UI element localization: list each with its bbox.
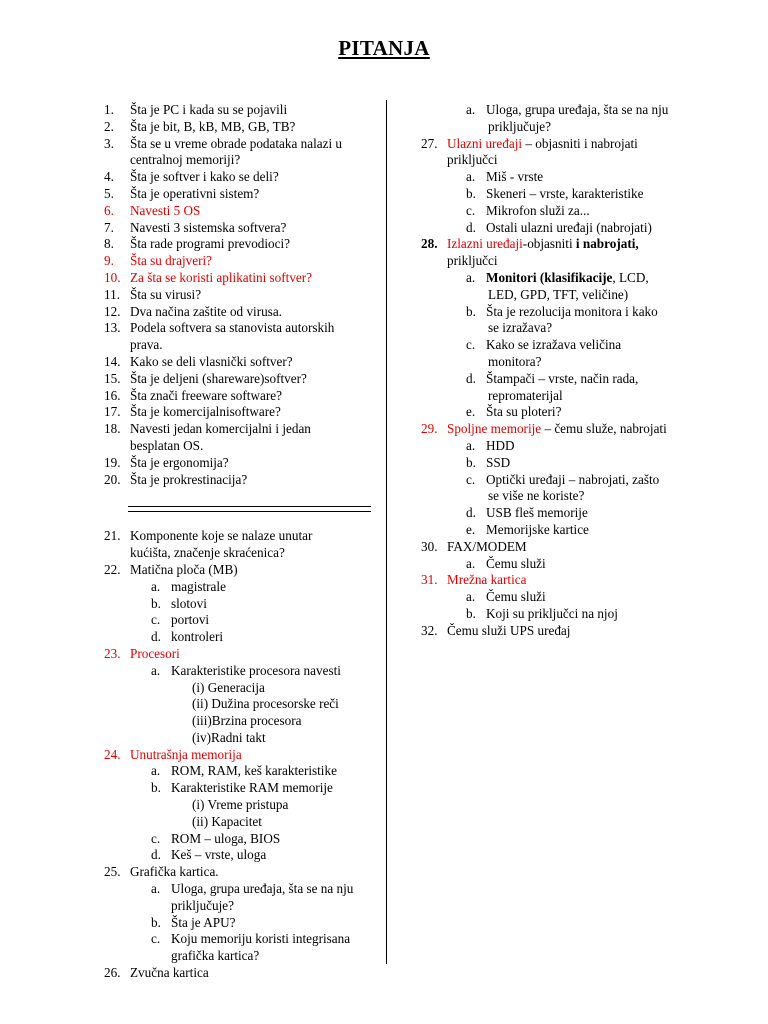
question-24-b: b. Karakteristike RAM memorije — [151, 780, 333, 796]
question-29-c-cont: se više ne koriste? — [488, 488, 585, 504]
question-25-a-cont: priključuje? — [171, 897, 234, 913]
question-28-d: d. Štampači – vrste, način rada, — [466, 370, 639, 386]
question-25: 25. Grafička kartica. — [104, 864, 219, 880]
question-22-b: b. slotovi — [151, 595, 207, 611]
question-11: 11. Šta su virusi? — [104, 286, 202, 302]
question-18-cont: besplatan OS. — [130, 437, 204, 453]
question-4: 4. Šta je softver i kako se deli? — [104, 169, 279, 185]
question-25-a: a. Uloga, grupa uređaja, šta se na nju — [151, 881, 354, 897]
question-24: 24. Unutrašnja memorija — [104, 746, 242, 762]
question-26-a-cont: priključuje? — [488, 118, 551, 134]
question-28-a-cont: LED, GPD, TFT, veličine) — [488, 286, 629, 302]
question-28: 28. Izlazni uređaji-objasniti i nabrojati, — [421, 236, 639, 252]
question-32: 32. Čemu služi UPS uređaj — [421, 622, 571, 638]
question-24-a: a. ROM, RAM, keš karakteristike — [151, 763, 337, 779]
question-22: 22. Matična ploča (MB) — [104, 561, 238, 577]
question-30-a: a. Čemu služi — [466, 555, 546, 571]
question-28-cont: priključci — [447, 253, 498, 269]
question-27-d: d. Ostali ulazni uređaji (nabrojati) — [466, 219, 652, 235]
question-26: 26. Zvučna kartica — [104, 965, 209, 981]
question-21: 21. Komponente koje se nalaze unutar — [104, 528, 313, 544]
question-8: 8. Šta rade programi prevodioci? — [104, 236, 291, 252]
question-23-i: (i) Generacija — [192, 679, 265, 695]
question-23: 23. Procesori — [104, 645, 180, 661]
question-25-c: c. Koju memoriju koristi integrisana — [151, 931, 351, 947]
question-3: 3. Šta se u vreme obrade podataka nalazi u — [104, 135, 343, 151]
question-28-e: e. Šta su ploteri? — [466, 404, 562, 420]
question-29-b: b. SSD — [466, 454, 511, 470]
question-23-iii: (iii)Brzina procesora — [192, 713, 302, 729]
question-29-d: d. USB fleš memorije — [466, 505, 588, 521]
question-25-b: b. Šta je APU? — [151, 914, 236, 930]
question-22-a: a. magistrale — [151, 578, 226, 594]
question-24-ii: (ii) Kapacitet — [192, 813, 262, 829]
question-10: 10. Za šta se koristi aplikatini softver? — [104, 269, 313, 285]
question-28-c-cont: monitora? — [488, 353, 542, 369]
question-15: 15. Šta je deljeni (shareware)softver? — [104, 370, 307, 386]
question-30: 30. FAX/MODEM — [421, 538, 527, 554]
question-29-c: c. Optički uređaji – nabrojati, zašto — [466, 471, 660, 487]
question-26-a: a. Uloga, grupa uređaja, šta se na nju — [466, 102, 669, 117]
column-divider — [386, 100, 387, 964]
question-2: 2. Šta je bit, B, kB, MB, GB, TB? — [104, 118, 296, 134]
question-27-c: c. Mikrofon služi za... — [466, 202, 590, 218]
question-21-cont: kućišta, značenje skraćenica? — [130, 545, 285, 561]
question-18: 18. Navesti jedan komercijalni i jedan — [104, 421, 311, 437]
question-28-a: a. Monitori (klasifikacije, LCD, — [466, 269, 649, 285]
question-23-iv: (iv)Radni takt — [192, 729, 266, 745]
page-title: PITANJA — [338, 36, 430, 60]
question-29-a: a. HDD — [466, 437, 515, 453]
question-24-i: (i) Vreme pristupa — [192, 797, 289, 813]
question-28-c: c. Kako se izražava veličina — [466, 337, 622, 353]
question-12: 12. Dva načina zaštite od virusa. — [104, 303, 282, 319]
question-28-b-cont: se izražava? — [488, 320, 553, 336]
question-22-c: c. portovi — [151, 612, 210, 628]
left-column — [104, 102, 380, 982]
question-6: 6. Navesti 5 OS — [104, 202, 201, 218]
question-1: 1. Šta je PC i kada su se pojavili — [104, 102, 288, 117]
right-column — [421, 102, 721, 640]
question-5: 5. Šta je operativni sistem? — [104, 185, 260, 201]
question-31: 31. Mrežna kartica — [421, 572, 527, 588]
question-29: 29. Spoljne memorije – čemu služe, nabrojati — [421, 421, 667, 437]
question-27-cont: priključci — [447, 152, 498, 168]
question-3-cont: centralnoj memoriji? — [130, 152, 241, 168]
question-17: 17. Šta je komercijalnisoftware? — [104, 404, 281, 420]
question-27: 27. Ulazni uređaji – objasniti i nabrojati — [421, 135, 638, 151]
question-13: 13. Podela softvera sa stanovista autorskih — [104, 320, 335, 336]
question-13-cont: prava. — [130, 337, 163, 353]
question-20: 20. Šta je prokrestinacija? — [104, 471, 248, 487]
question-29-e: e. Memorijske kartice — [466, 521, 589, 537]
question-28-b: b. Šta je rezolucija monitora i kako — [466, 303, 658, 319]
question-7: 7. Navesti 3 sistemska softvera? — [104, 219, 287, 235]
question-22-d: d. kontroleri — [151, 629, 224, 645]
question-14: 14. Kako se deli vlasnički softver? — [104, 353, 293, 369]
question-24-d: d. Keš – vrste, uloga — [151, 847, 267, 863]
question-9: 9. Šta su drajveri? — [104, 253, 213, 269]
question-16: 16. Šta znači freeware software? — [104, 387, 282, 403]
question-31-a: a. Čemu služi — [466, 589, 546, 605]
question-19: 19. Šta je ergonomija? — [104, 454, 229, 470]
question-24-c: c. ROM – uloga, BIOS — [151, 830, 281, 846]
question-23-a: a. Karakteristike procesora navesti — [151, 662, 341, 678]
question-25-c-cont: grafička kartica? — [171, 948, 260, 964]
question-28-d-cont: repromaterijal — [488, 387, 563, 403]
question-27-a: a. Miš - vrste — [466, 169, 544, 185]
question-27-b: b. Skeneri – vrste, karakteristike — [466, 185, 644, 201]
question-23-ii: (ii) Dužina procesorske reči — [192, 696, 339, 712]
question-31-b: b. Koji su priključci na njoj — [466, 605, 618, 621]
